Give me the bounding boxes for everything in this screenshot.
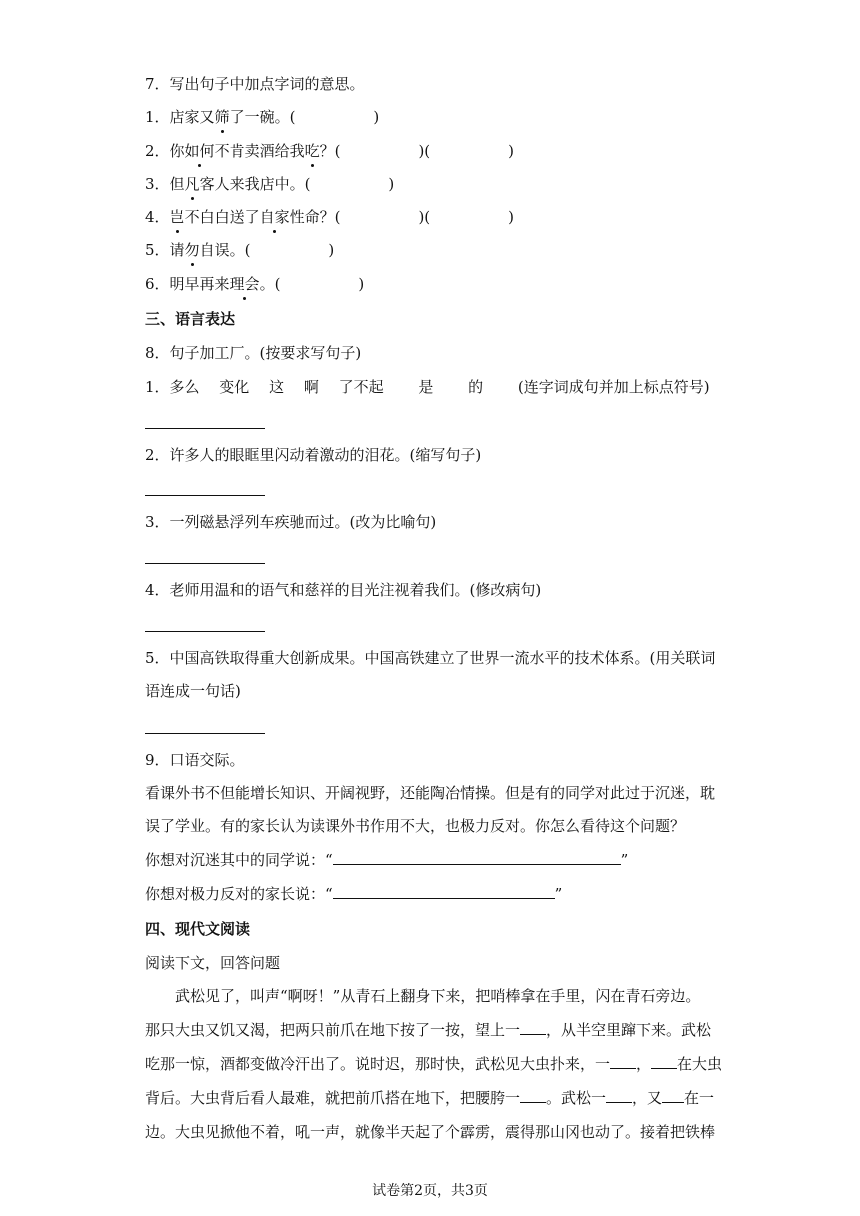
answer-line[interactable] (145, 563, 265, 564)
q8-item-1: 1．多么 变化 这 啊 了不起 是 的 (连字词成句并加上标点符号) (145, 378, 710, 396)
q7-item-5: 5．请勿自误。( ) (145, 241, 335, 259)
section-4-heading: 四、现代文阅读 (145, 920, 251, 938)
answer-blank[interactable] (333, 884, 555, 899)
passage-line-4: 背后。大虫背后看人最难，就把前爪搭在地下，把腰胯一 。武松一 ，又 在一 (145, 1089, 715, 1107)
q8-item-5-line-2: 语连成一句话) (145, 682, 241, 700)
q8-item-3: 3．一列磁悬浮列车疾驰而过。(改为比喻句) (145, 513, 437, 531)
q9-say-classmate: 你想对沉迷其中的同学说：“ ” (145, 851, 629, 869)
q9-para-line-2: 误了学业。有的家长认为读课外书作用不大，也极力反对。你怎么看待这个问题？ (145, 817, 686, 835)
passage-blank[interactable] (610, 1054, 636, 1069)
section-3-heading: 三、语言表达 (145, 310, 236, 328)
q8-item-5-line-1: 5．中国高铁取得重大创新成果。中国高铁建立了世界一流水平的技术体系。(用关联词 (145, 649, 716, 667)
dotted-word: 勿 (184, 241, 200, 259)
q9-say-parent: 你想对极力反对的家长说：“ ” (145, 885, 563, 903)
dotted-word: 如何 (184, 142, 215, 160)
dotted-word: 凡 (184, 175, 200, 193)
passage-blank[interactable] (651, 1054, 677, 1069)
q8-title: 8．句子加工厂。(按要求写句子) (145, 344, 362, 362)
page-footer: 试卷第2页，共3页 (372, 1183, 488, 1199)
dotted-word: 吃 (304, 142, 320, 160)
dotted-word: 自家 (259, 208, 290, 226)
answer-line[interactable] (145, 428, 265, 429)
passage-line-1: 武松见了，叫声“啊呀！”从青石上翻身下来，把哨棒拿在手里，闪在青石旁边。 (145, 987, 701, 1005)
answer-line[interactable] (145, 733, 265, 734)
answer-line[interactable] (145, 495, 265, 496)
dotted-word: 岂 (169, 208, 185, 226)
passage-blank[interactable] (520, 1020, 546, 1035)
q9-title: 9．口语交际。 (145, 751, 245, 769)
answer-blank[interactable] (333, 850, 621, 865)
passage-blank[interactable] (662, 1088, 684, 1103)
q7-item-1: 1．店家又筛了一碗。( ) (145, 108, 380, 126)
q8-item-2: 2．许多人的眼眶里闪动着激动的泪花。(缩写句子) (145, 446, 482, 464)
passage-line-5: 边。大虫见掀他不着，吼一声，就像半天起了个霹雳，震得那山冈也动了。接着把铁棒 (145, 1123, 716, 1141)
q9-para-line-1: 看课外书不但能增长知识、开阔视野，还能陶冶情操。但是有的同学对此过于沉迷，耽 (145, 784, 716, 802)
dotted-word: 筛 (214, 108, 230, 126)
q8-item-4: 4．老师用温和的语气和慈祥的目光注视着我们。(修改病句) (145, 581, 542, 599)
passage-blank[interactable] (606, 1088, 632, 1103)
reading-intro: 阅读下文，回答问题 (145, 954, 281, 972)
q7-item-2: 2．你如何不肯卖酒给我吃？( )( ) (145, 142, 515, 160)
dotted-word: 理会 (229, 275, 260, 293)
q7-item-6: 6．明早再来理会。( ) (145, 275, 365, 293)
q7-item-4: 4．岂不白白送了自家性命？( )( ) (145, 208, 515, 226)
answer-line[interactable] (145, 631, 265, 632)
passage-blank[interactable] (520, 1088, 546, 1103)
passage-line-3: 吃那一惊，酒都变做冷汗出了。说时迟，那时快，武松见大虫扑来，一 ， 在大虫 (145, 1055, 723, 1073)
passage-line-2: 那只大虫又饥又渴，把两只前爪在地下按了一按，望上一 ，从半空里蹿下来。武松 (145, 1021, 712, 1039)
q7-item-3: 3．但凡客人来我店中。( ) (145, 175, 395, 193)
q7-title: 7．写出句子中加点字词的意思。 (145, 75, 365, 93)
